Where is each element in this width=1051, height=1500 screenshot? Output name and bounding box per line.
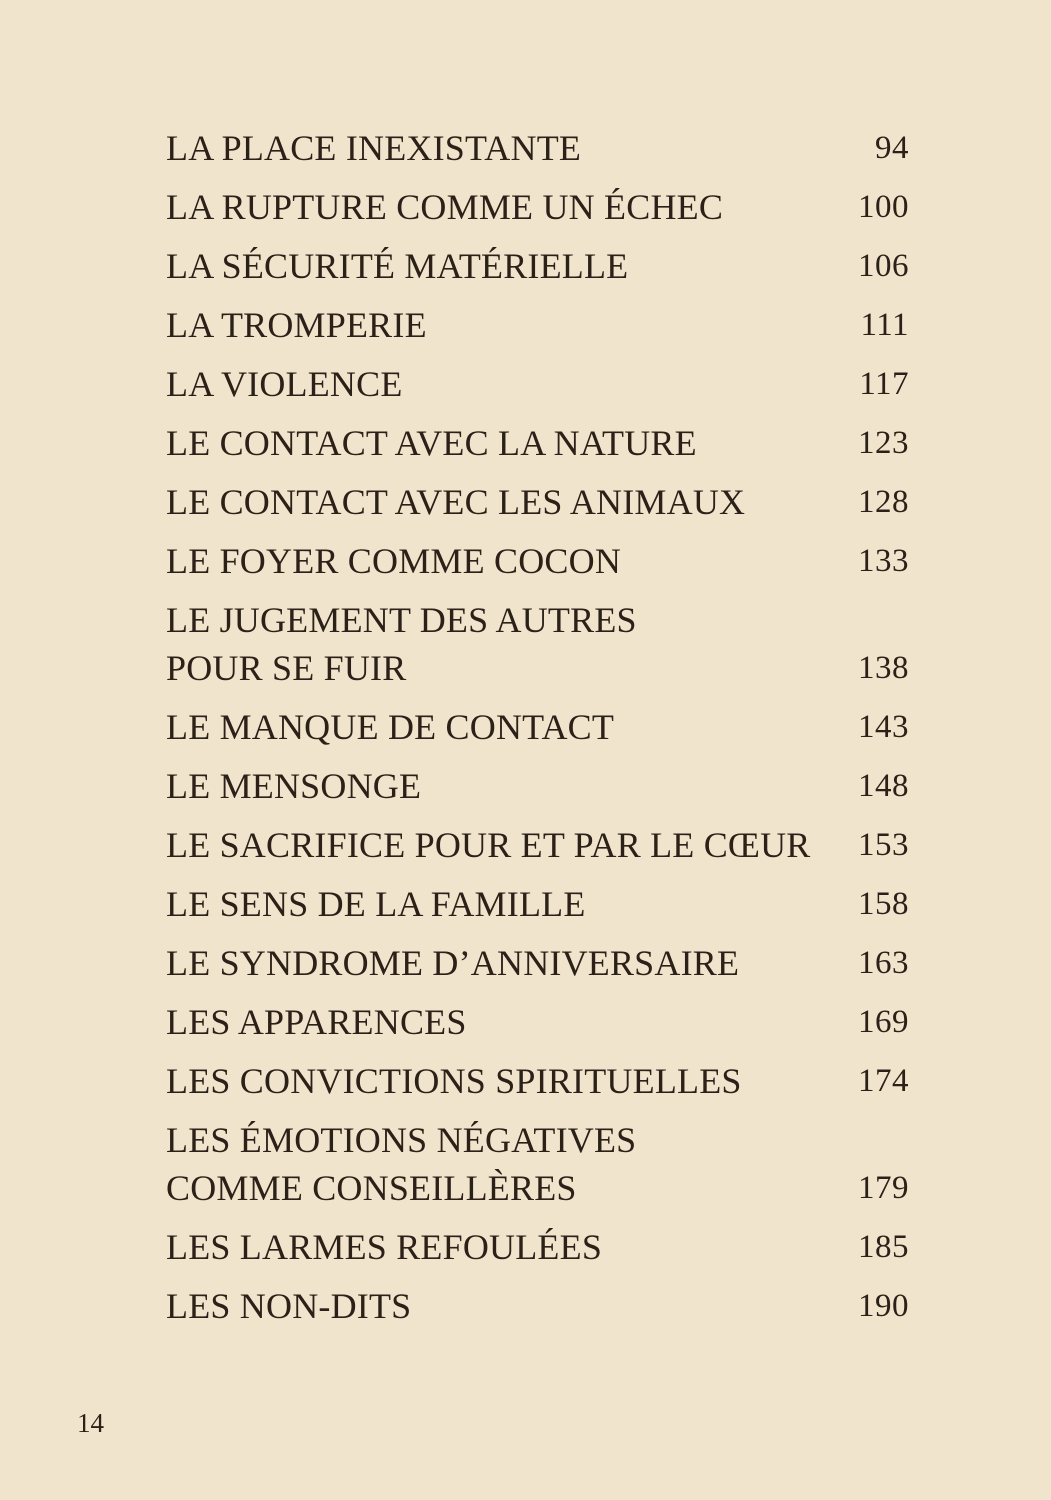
toc-entry bbox=[166, 242, 909, 290]
toc-entry-title bbox=[166, 1057, 742, 1105]
toc-entry-title-line: LES CONVICTIONS SPIRITUELLES bbox=[166, 1061, 742, 1101]
toc-entry-page: 158 bbox=[858, 886, 909, 922]
toc-entry bbox=[166, 301, 909, 349]
toc-entry-title bbox=[166, 301, 427, 349]
toc-entry bbox=[166, 183, 909, 231]
toc-entry-title bbox=[166, 183, 723, 231]
toc-entry-title bbox=[166, 537, 621, 585]
toc-entry-title-line: LA SÉCURITÉ MATÉRIELLE bbox=[166, 246, 629, 286]
toc-entry-title-line: LA VIOLENCE bbox=[166, 364, 403, 404]
toc-entry-title bbox=[166, 1223, 602, 1271]
toc-entry-title bbox=[166, 124, 581, 172]
table-of-contents bbox=[166, 124, 909, 1341]
toc-entry bbox=[166, 880, 909, 928]
toc-entry-page: 143 bbox=[858, 709, 909, 745]
toc-entry bbox=[166, 360, 909, 408]
toc-entry-page: 111 bbox=[860, 307, 909, 343]
toc-entry-title bbox=[166, 762, 421, 810]
toc-entry-title-line: LE SENS DE LA FAMILLE bbox=[166, 884, 586, 924]
toc-entry-title-line: LA RUPTURE COMME UN ÉCHEC bbox=[166, 187, 724, 227]
toc-entry-page: 174 bbox=[858, 1063, 909, 1099]
toc-entry-title bbox=[166, 939, 739, 987]
toc-entry-title bbox=[166, 998, 467, 1046]
toc-entry-page: 133 bbox=[858, 543, 909, 579]
toc-entry-title-line: LE SACRIFICE POUR ET PAR LE CŒUR bbox=[166, 825, 811, 865]
toc-entry bbox=[166, 998, 909, 1046]
page-number: 14 bbox=[77, 1408, 104, 1438]
toc-entry bbox=[166, 939, 909, 987]
toc-entry-title-line: LE MENSONGE bbox=[166, 766, 422, 806]
toc-entry-page: 138 bbox=[858, 650, 909, 686]
toc-entry bbox=[166, 124, 909, 172]
toc-entry bbox=[166, 1116, 909, 1212]
toc-entry-page: 185 bbox=[858, 1229, 909, 1265]
toc-entry-title bbox=[166, 821, 811, 869]
toc-entry bbox=[166, 478, 909, 526]
toc-entry bbox=[166, 821, 909, 869]
toc-entry-title-line: LE CONTACT AVEC LES ANIMAUX bbox=[166, 482, 746, 522]
toc-entry-page: 169 bbox=[858, 1004, 909, 1040]
toc-entry-title bbox=[166, 703, 614, 751]
toc-entry-title bbox=[166, 478, 745, 526]
toc-entry-title-line: LE CONTACT AVEC LA NATURE bbox=[166, 423, 697, 463]
toc-entry bbox=[166, 703, 909, 751]
toc-entry-title-line: LES NON-DITS bbox=[166, 1286, 412, 1326]
toc-entry bbox=[166, 596, 909, 692]
toc-entry-title-line: LES ÉMOTIONS NÉGATIVES bbox=[166, 1120, 637, 1160]
toc-entry-title-line: LE JUGEMENT DES AUTRES bbox=[166, 600, 637, 640]
toc-entry-page: 117 bbox=[859, 366, 909, 402]
toc-entry-page: 163 bbox=[858, 945, 909, 981]
toc-entry bbox=[166, 762, 909, 810]
toc-entry bbox=[166, 419, 909, 467]
toc-entry bbox=[166, 1282, 909, 1330]
toc-entry bbox=[166, 537, 909, 585]
toc-entry-title bbox=[166, 596, 637, 692]
toc-entry-title-line: LES LARMES REFOULÉES bbox=[166, 1227, 603, 1267]
toc-entry bbox=[166, 1057, 909, 1105]
toc-entry-title bbox=[166, 1282, 411, 1330]
toc-entry-title-line: COMME CONSEILLÈRES bbox=[166, 1168, 577, 1208]
toc-entry-title bbox=[166, 880, 586, 928]
toc-entry-page: 106 bbox=[858, 248, 909, 284]
toc-entry-page: 153 bbox=[858, 827, 909, 863]
toc-entry-page: 148 bbox=[858, 768, 909, 804]
toc-entry-page: 100 bbox=[858, 189, 909, 225]
toc-entry-page: 94 bbox=[875, 130, 909, 166]
toc-entry-title bbox=[166, 1116, 636, 1212]
toc-entry-title bbox=[166, 360, 403, 408]
toc-entry-title bbox=[166, 419, 697, 467]
toc-entry-page: 128 bbox=[858, 484, 909, 520]
toc-entry-title-line: LES APPARENCES bbox=[166, 1002, 467, 1042]
toc-entry-title-line: LA TROMPERIE bbox=[166, 305, 427, 345]
toc-entry bbox=[166, 1223, 909, 1271]
toc-entry-title bbox=[166, 242, 628, 290]
toc-entry-page: 123 bbox=[858, 425, 909, 461]
toc-entry-title-line: LE MANQUE DE CONTACT bbox=[166, 707, 615, 747]
toc-entry-title-line: LE SYNDROME D’ANNIVERSAIRE bbox=[166, 943, 740, 983]
toc-entry-page: 179 bbox=[858, 1170, 909, 1206]
toc-entry-title-line: LE FOYER COMME COCON bbox=[166, 541, 622, 581]
toc-entry-title-line: POUR SE FUIR bbox=[166, 648, 407, 688]
toc-entry-page: 190 bbox=[858, 1288, 909, 1324]
toc-entry-title-line: LA PLACE INEXISTANTE bbox=[166, 128, 582, 168]
